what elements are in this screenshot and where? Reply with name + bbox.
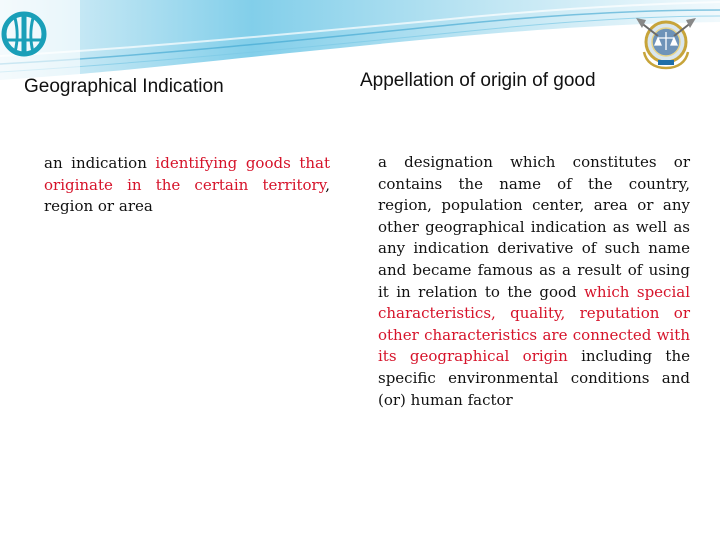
left-definition-text: an indication xyxy=(44,154,156,172)
heading-geographical-indication xyxy=(20,76,224,98)
right-definition xyxy=(358,152,690,411)
left-definition-text-end: , region or area xyxy=(44,175,330,216)
heading-appellation-of-origin xyxy=(356,70,596,92)
right-definition-highlight: which special characteristics, quality, reputation or other characteristics are connected with its geographical origin xyxy=(378,282,690,366)
organization-logo-icon xyxy=(0,0,80,80)
right-definition-text: a designation which constitutes or contains the name of the country, region, population center, area or any other geographical indication as well as any indication derivative of such name and became famous as a result of using it in relation to the good xyxy=(378,153,690,301)
heading-text: Geographical Indication xyxy=(24,76,224,97)
left-definition xyxy=(44,153,330,218)
header-wave-band xyxy=(0,0,720,80)
heading-text: Appellation of origin of good xyxy=(360,70,596,91)
left-definition-highlight: identifying goods that originate in the certain territory xyxy=(44,154,330,194)
right-definition-text-end: including the specific environmental conditions and (or) human factor xyxy=(378,347,690,409)
justice-emblem-icon xyxy=(632,8,700,72)
